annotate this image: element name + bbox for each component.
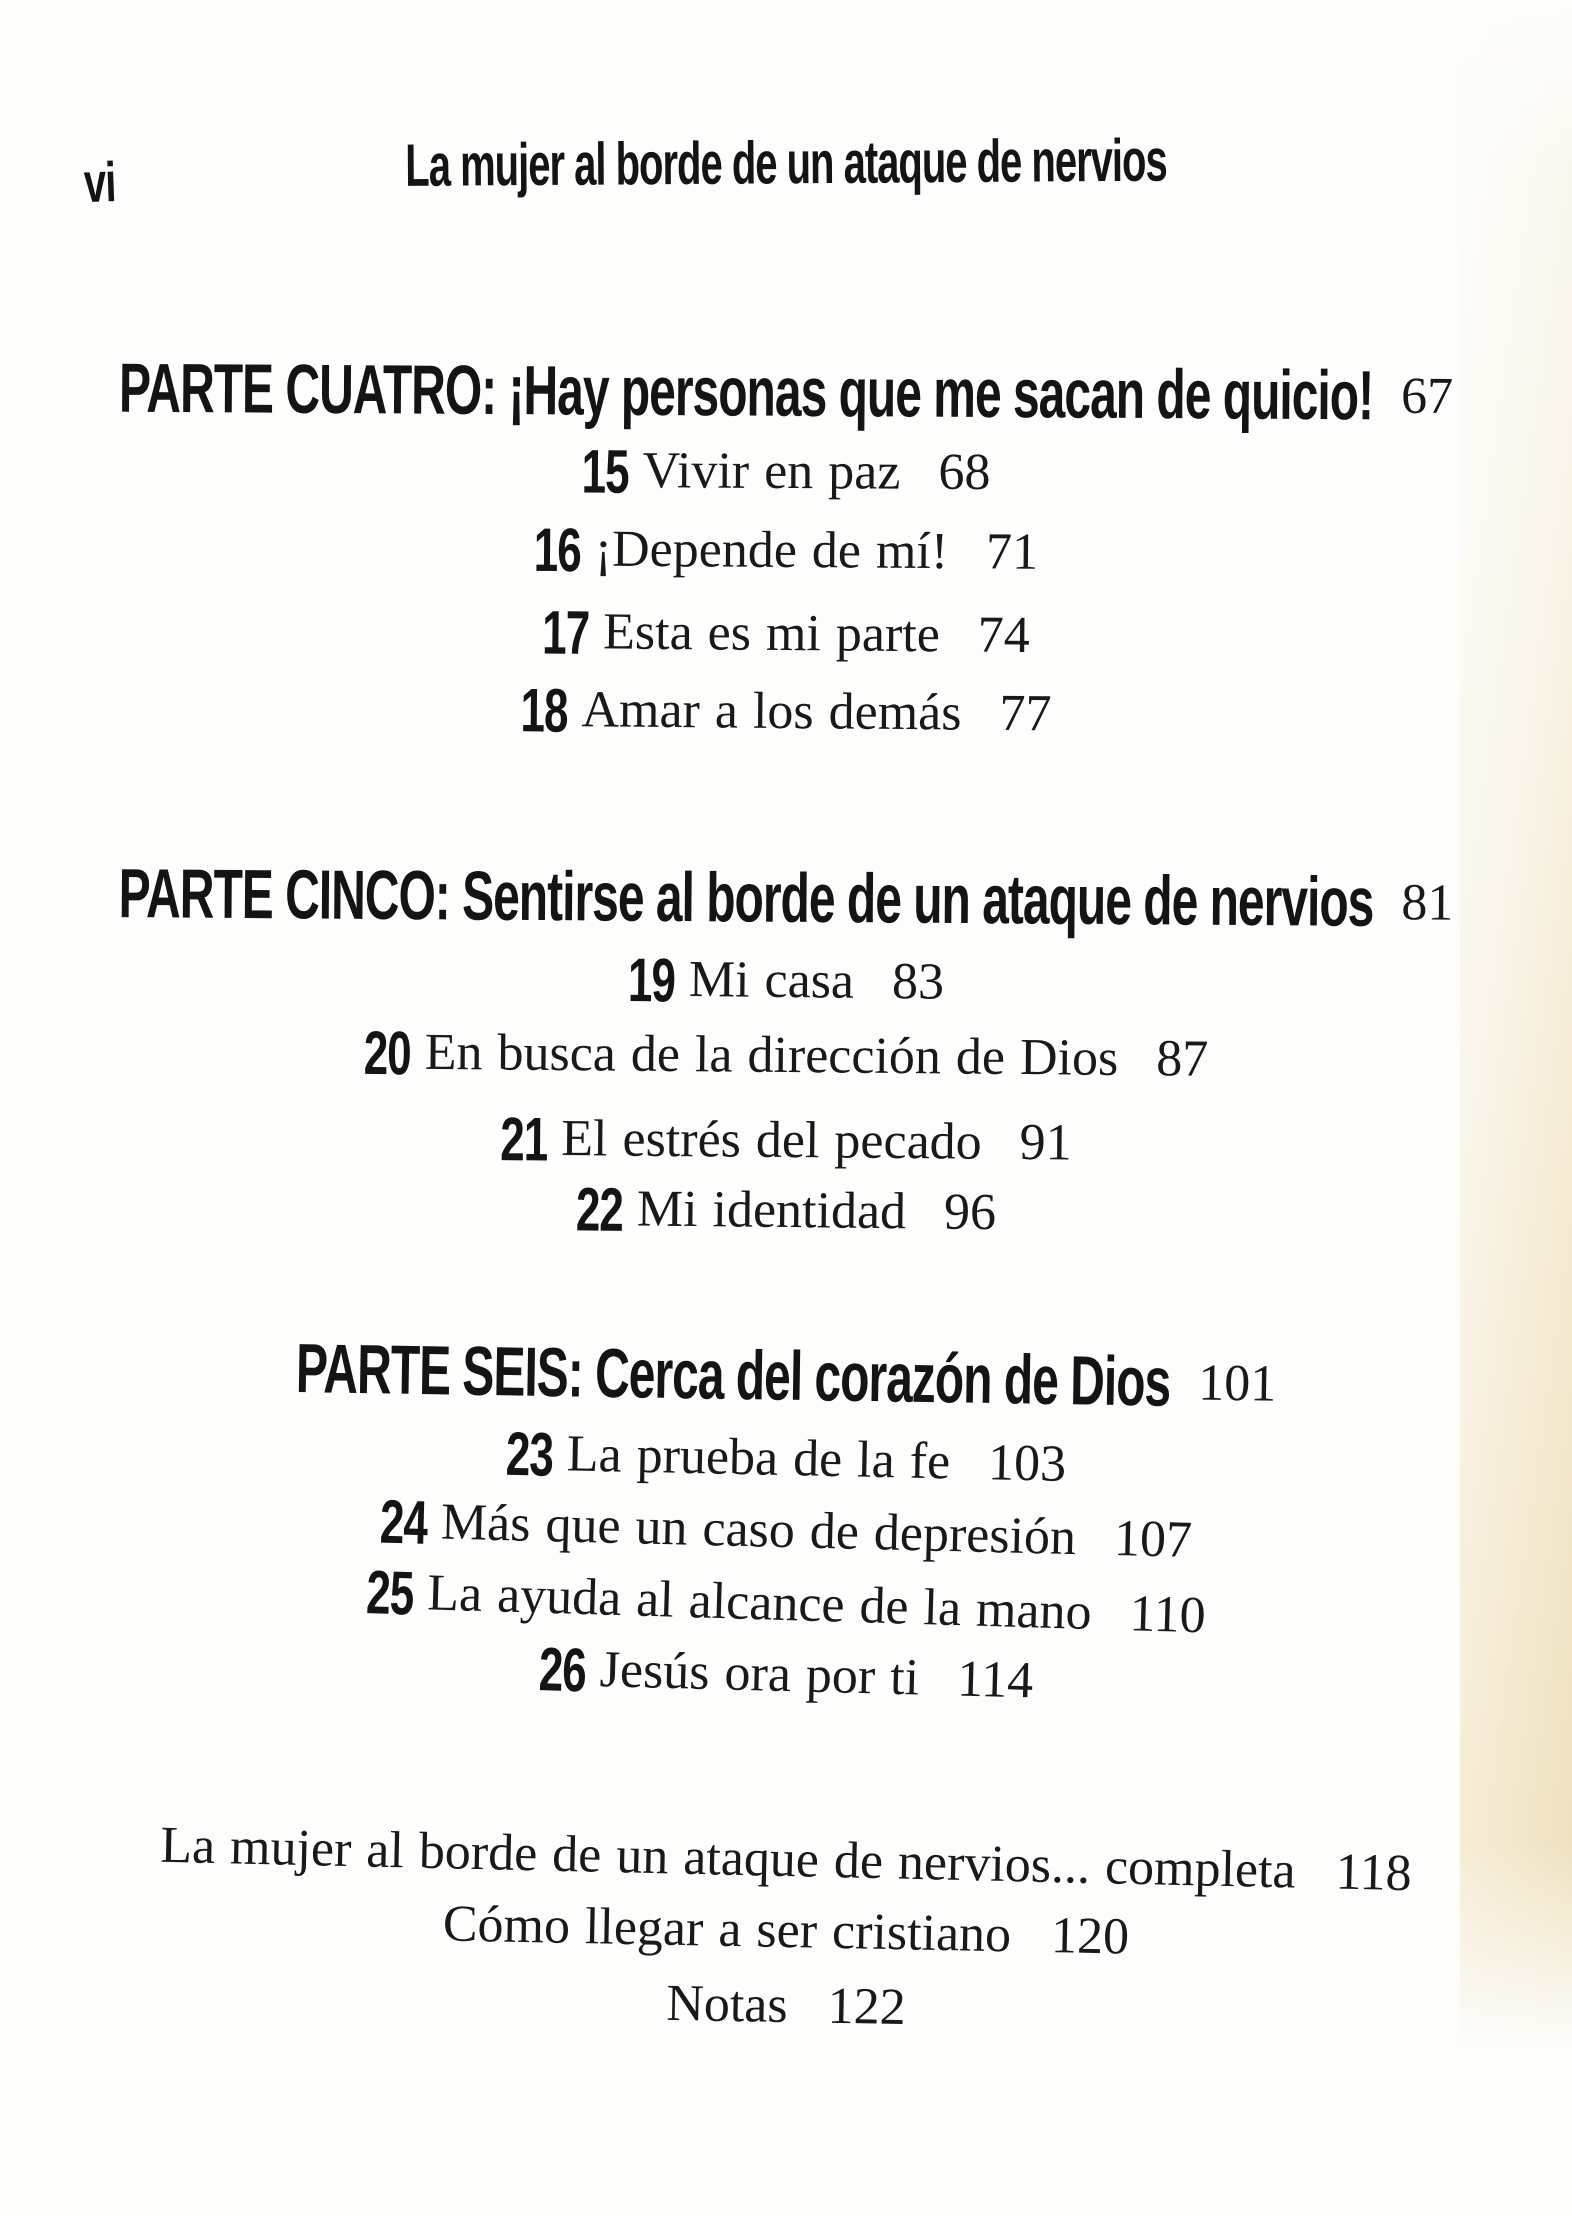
- chapter-title: Más que un caso de depresión: [440, 1493, 1077, 1567]
- section-page-number: 67: [1400, 367, 1454, 426]
- chapter-number: 26: [537, 1635, 587, 1706]
- section-page-number: 101: [1197, 1354, 1277, 1413]
- toc-entry: [0, 942, 1572, 1022]
- chapter-title: En busca de la dirección de Dios: [424, 1023, 1119, 1087]
- back-matter-page-number: 120: [1050, 1907, 1130, 1966]
- back-matter-page-number: 122: [827, 1977, 907, 2037]
- chapter-page-number: 83: [891, 953, 945, 1011]
- chapter-title: Amar a los demás: [581, 681, 962, 742]
- section-heading-text: PARTE SEIS: Cerca del corazón de Dios: [295, 1331, 1171, 1422]
- chapter-title: Mi casa: [688, 950, 855, 1010]
- toc-entry: [0, 515, 1572, 590]
- chapter-title: Vivir en paz: [642, 442, 901, 501]
- chapter-number: 17: [541, 598, 590, 668]
- chapter-number: 16: [533, 516, 582, 586]
- section-heading-text: PARTE CINCO: Sentirse al borde de un ataque de nervios: [118, 856, 1374, 942]
- section-heading-text: PARTE CUATRO: ¡Hay personas que me sacan de quicio!: [118, 350, 1374, 436]
- chapter-page-number: 74: [977, 606, 1031, 665]
- page-edge-shading: [1460, 0, 1572, 2070]
- chapter-page-number: 114: [956, 1650, 1034, 1710]
- chapter-page-number: 103: [987, 1434, 1067, 1493]
- chapter-number: 24: [379, 1488, 428, 1558]
- chapter-page-number: 71: [985, 523, 1039, 581]
- back-matter-page-number: 118: [1334, 1843, 1413, 1903]
- chapter-number: 19: [627, 946, 676, 1016]
- chapter-title: Mi identidad: [636, 1180, 907, 1241]
- back-matter-title: Notas: [665, 1974, 789, 2035]
- chapter-number: 18: [520, 676, 568, 746]
- chapter-title: La ayuda al alcance de la mano: [426, 1564, 1093, 1642]
- chapter-number: 25: [365, 1558, 415, 1629]
- chapter-number: 21: [500, 1105, 548, 1175]
- chapter-number: 20: [363, 1019, 412, 1089]
- toc-entry: [0, 1172, 1572, 1252]
- chapter-title: Esta es mi parte: [602, 603, 941, 664]
- chapter-title: La prueba de la fe: [566, 1425, 951, 1491]
- section-page-number: 81: [1401, 874, 1454, 932]
- back-matter-entry: [0, 1961, 1572, 2050]
- chapter-title: ¡Depende de mí!: [594, 520, 949, 581]
- running-header: [0, 128, 1572, 200]
- chapter-title: El estrés del pecado: [561, 1110, 982, 1171]
- back-matter-title: Cómo llegar a ser cristiano: [442, 1895, 1012, 1964]
- toc-section-heading: [0, 856, 1572, 946]
- chapter-page-number: 68: [938, 443, 991, 502]
- chapter-number: 22: [575, 1175, 624, 1245]
- chapter-page-number: 77: [999, 684, 1052, 743]
- chapter-number: 15: [581, 437, 629, 507]
- chapter-page-number: 107: [1113, 1510, 1193, 1569]
- chapter-page-number: 91: [1019, 1114, 1072, 1172]
- chapter-title: Jesús ora por ti: [599, 1641, 920, 1707]
- toc-entry: [0, 1018, 1572, 1096]
- toc-entry: [0, 674, 1572, 752]
- chapter-page-number: 110: [1128, 1585, 1207, 1645]
- chapter-page-number: 87: [1156, 1030, 1209, 1088]
- chapter-page-number: 96: [943, 1183, 997, 1242]
- folio-label: vi: [82, 152, 117, 215]
- toc-entry: [0, 1103, 1572, 1181]
- toc-entry: [0, 596, 1572, 674]
- chapter-number: 23: [505, 1420, 554, 1490]
- running-header-text: La mujer al borde de un ataque de nervios: [405, 128, 1167, 200]
- toc-section-heading: [0, 350, 1572, 439]
- toc-entry: [0, 437, 1572, 509]
- back-matter-title: La mujer al borde de un ataque de nervios... completa: [159, 1816, 1297, 1900]
